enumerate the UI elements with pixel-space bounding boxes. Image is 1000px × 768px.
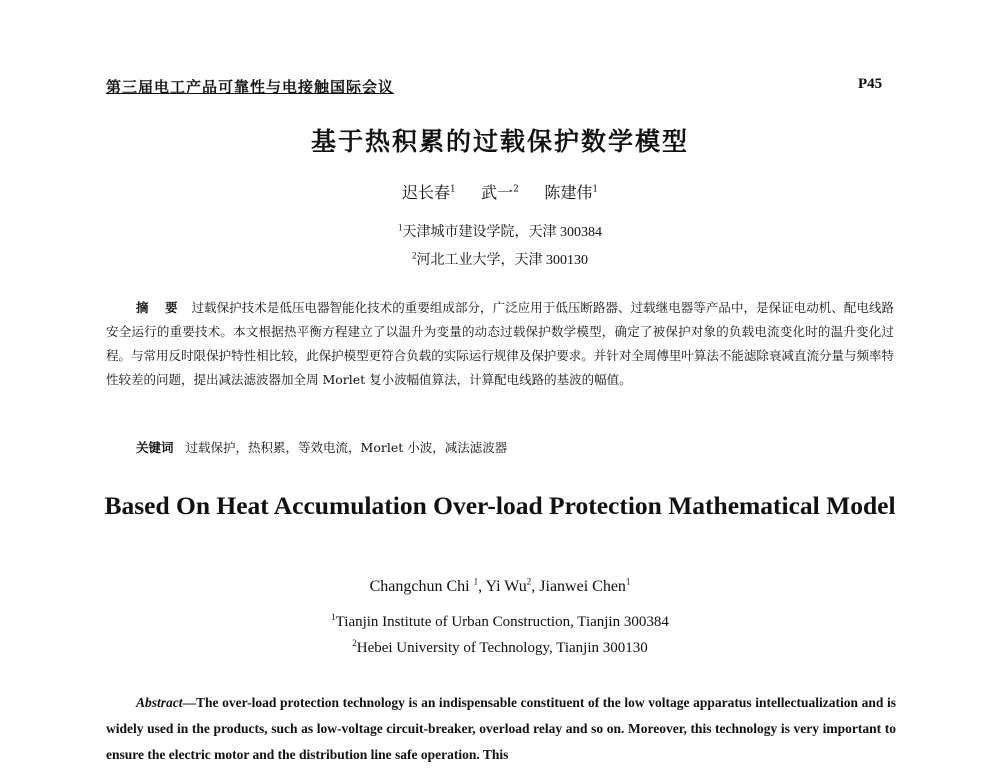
keywords-cn-label: 关键词 [136,440,174,455]
keywords-cn [136,438,507,456]
page-number: P45 [858,76,883,92]
author-en-3: Jianwei Chen$^1$ [539,576,631,595]
keywords-cn-text: 过载保护，热积累，等效电流，Morlet 小波，减法滤波器 [185,440,508,455]
abstract-cn-text: 过载保护技术是低压电器智能化技术的重要组成部分，广泛应用于低压断路器、过载继电器等产品中，是保证电动机、配电线路安全运行的重要技术。本文根据热平衡方程建立了以温升为变量的动态过载保护数学模型，确定了被保护对象的负载电流变化时的温升变化过程。与常用反时限保护特性相比较，此保护模型更符合负载的实际运行规律及保护要求。并针对全周傅里叶算法不能滤除衰减直流分量与频率特性较差的问题，提出减法滤波器加全周 Morlet 复小波幅值算法，计算配电线路的基波的幅值。 [106,300,894,387]
author-cn-3: 陈建伟$^1$ [544,183,599,202]
abstract-cn-label: 摘 要 [136,300,184,315]
author-en-2: Yi Wu$^2$ [485,576,532,595]
abstract-en-text: —The over-load protection technology is an indispensable constituent of the low voltage apparatus intellectualization and is widely used in the products, such as low-voltage circuit-breaker, overload relay and so on. Moreover, this technology is very important to ensure the electric motor and the distribution line safe operation. This [106,695,896,762]
author-cn-1: 迟长春$^1$ [401,183,456,202]
authors-en: Changchun Chi $^1$, Yi Wu$^2$, Jianwei Chen$^1$ [369,576,631,595]
abstract-cn [106,296,894,392]
affiliation-cn-2: $^2$河北工业大学，天津 300130 [412,250,588,268]
author-cn-2: 武一$^2$ [481,183,519,202]
author-en-1: Changchun Chi $^1$ [369,576,479,595]
affiliation-en-1: $^1$Tianjin Institute of Urban Construction, Tianjin 300384 [331,612,669,630]
authors-cn [0,180,1000,203]
affiliation-cn-1: $^1$天津城市建设学院，天津 300384 [398,222,602,240]
conference-header: 第三届电工产品可靠性与电接触国际会议 [106,78,395,96]
abstract-en-label: Abstract [136,695,183,710]
paper-title-cn: 基于热积累的过载保护数学模型 [310,127,689,156]
affiliation-en-2: $^2$Hebei University of Technology, Tianjin 300130 [352,638,648,656]
abstract-en [106,690,896,768]
paper-title-en: Based On Heat Accumulation Over-load Protection Mathematical Model [104,491,896,520]
